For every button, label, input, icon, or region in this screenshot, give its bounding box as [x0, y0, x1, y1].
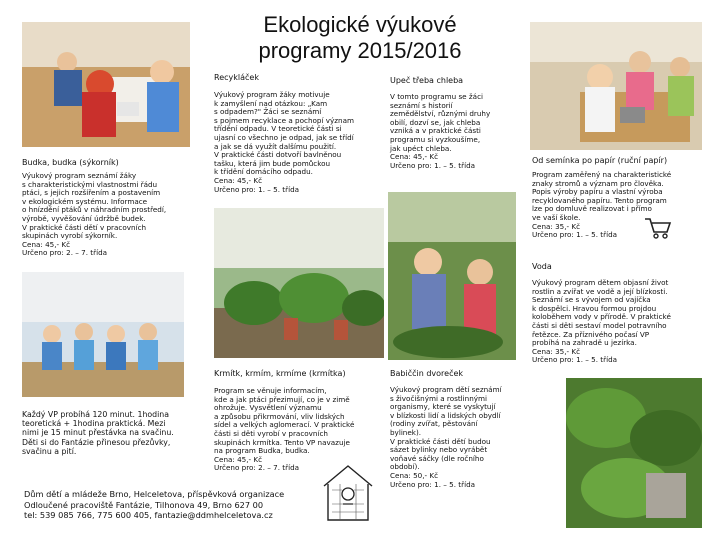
- program-text-chleba: V tomto programu se žáci seznámí s historií zemědělství, různými druhy obilí, dozví se, jak chleba vzniká a v praktické části programu si vyzkoušíme, jak upéct chleba. Cena: 45,- Kč Určeno pro: 1. – 5. třída: [390, 92, 491, 170]
- photo-plants-greenhouse: [214, 208, 384, 358]
- photo-class-group: [22, 272, 184, 397]
- photo-herb-garden: [566, 378, 702, 528]
- program-text-recyklacek: Výukový program žáky motivuje k zamyšlení nad otázkou: „Kam s odpadem?" Žáci se seznámí s pojmem recyklace a pochopí význam třídění odpadu. V teoretické části si ujasní co všechno je odpad, jak se třídí a jak se dá využít dalšímu použití. V praktické části dotvoří bavlněnou tašku, která jim bude pomůckou k třídění domácího odpadu. Cena: 45,- Kč Určeno pro: 1. – 5. třída: [214, 90, 354, 194]
- program-heading-chleba: Upeč třeba chleba: [390, 76, 464, 85]
- photo-children-baking: [530, 22, 702, 150]
- photo-children-recycling: [22, 22, 190, 147]
- program-heading-budka: Budka, budka (sýkorník): [22, 158, 119, 167]
- photo-children-garden: [388, 192, 516, 360]
- program-heading-krmitko: Krmítk, krmím, krmíme (krmítka): [214, 369, 346, 378]
- organization-footer: Dům dětí a mládeže Brno, Helceletova, příspěvková organizace Odloučené pracoviště Fantázie, Tilhonova 49, Brno 627 00 tel: 539 085 766, 775 600 405, fantazie@ddmhelceletova.cz: [24, 489, 285, 520]
- program-heading-voda: Voda: [532, 262, 552, 271]
- program-heading-recyklacek: Recykláček: [214, 73, 259, 82]
- program-heading-papir: Od semínka po papír (ruční papír): [532, 156, 668, 165]
- page-title: Ekologické výukové programy 2015/2016: [258, 12, 462, 63]
- program-text-budka: Výukový program seznámí žáky s charakteristickými vlastnostmi řádu ptáci, s jejich rozšířením a postavením v ekologickém systému. Informace o hnízdění ptáků v náhradním prostředí, výrobě, vyvěšování údržbě budek. V praktické části dětí v pracovních skupinách vyrobí sýkorník. Cena: 45,- Kč Určeno pro: 2. – 7. třída: [22, 171, 167, 258]
- shopping-cart-icon: [643, 216, 673, 244]
- program-text-babicka: Výukový program dětí seznámí s živočišnými a rostlinnými organismy, které se vyskytují v blízkosti lidí a lidských obydlí (rodiny zvířat, pěstování bylinek). V praktické části dětí budou sázet bylinky nebo vyrábět voňavé sáčky (dle ročního období). Cena: 50,- Kč Určeno pro: 1. – 5. třída: [390, 385, 502, 489]
- birdhouse-icon: [318, 460, 378, 530]
- program-heading-babicka: Babiččin dvoreček: [390, 369, 464, 378]
- program-text-krmitko: Program se věnuje informacím, kde a jak ptáci přezimují, co je v zimě ohrožuje. Vysvětlení významu a způsobu přikrmování, vliv lidských sídel a velkých aglomerací. V praktické části si děti vyrobí v pracovních skupinách krmítka. Tento VP navazuje na program Budka, budka. Cena: 45,- Kč Určeno pro: 2. – 7. třída: [214, 386, 355, 473]
- program-duration-note: Každý VP probíhá 120 minut. 1hodina teoretická + 1hodina praktická. Mezi nimi je 15 minut přestávka na svačinu. Děti si do Fantázie přinesou přezůvky, svačinu a pití.: [22, 410, 174, 456]
- program-text-papir: Program zaměřený na charakteristické znaky stromů a význam pro člověka. Popis výroby papíru a vlastní výroba recyklovaného papíru. Tento program lze po domluvě realizovat i přímo ve vaší škole. Cena: 35,- Kč Určeno pro: 1. – 5. třída: [532, 170, 672, 240]
- program-text-voda: Výukový program dětem objasní život rostlin a zvířat ve vodě a její blízkosti. Seznámí se s vývojem od vajíčka k dospělci. Hravou formou projdou koloběhem vody v přírodě. V praktické části si děti sestaví model potravního řetězce. Za příznivého počasí VP probíhá na zahradě u jezírka. Cena: 35,- Kč Určeno pro: 1. – 5. třída: [532, 278, 671, 365]
